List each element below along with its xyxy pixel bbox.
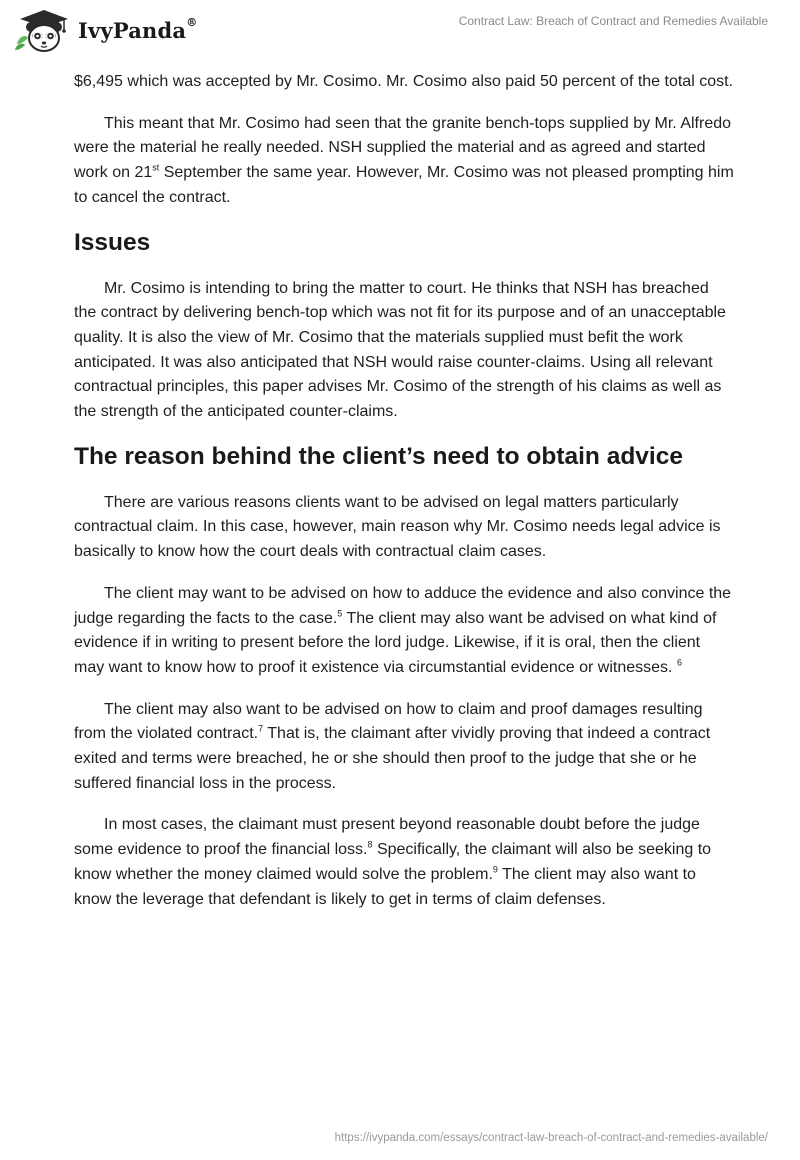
paragraph-issues: Mr. Cosimo is intending to bring the matter to court. He thinks that NSH has breached the contract by delivering bench-top which was not fit for its purpose and of an unacceptable quality. It is also the view of Mr. Cosimo that the materials supplied must befit the work anticipated. It was also anticipated that NSH would raise counter-claims. Using all relevant contractual principles, this paper advises Mr. Cosimo of the strength of his claims as well as the strength of the anticipated counter-claims.	[74, 279, 726, 421]
running-title: Contract Law: Breach of Contract and Remedies Available	[458, 14, 768, 28]
paragraph-damages: The client may also want to be advised on how to claim and proof damages resulting from the violated contract.$^7$ That is, the claimant after vividly proving that indeed a contract exited and terms were breached, he or she should then proof to the judge that she or he suffered financial loss in the process.	[74, 700, 711, 792]
footnote-ref-5[interactable]: 5	[337, 608, 343, 619]
paragraph-financial-loss: In most cases, the claimant must present beyond reasonable doubt before the judge some evidence to proof the financial loss.$^8$ Specifically, the claimant will also be seeking to know whether the money claimed would solve the problem.$^9$ The client may also want to know the leverage that defendant is likely to get in terms of claim defenses.	[74, 816, 712, 908]
page-header	[0, 0, 800, 60]
paragraph-granite: This meant that Mr. Cosimo had seen that the granite bench-tops supplied by Mr. Alfredo were the material he really needed. NSH supplied the material and as agreed and started work on 21st September the same year. However, Mr. Cosimo was not pleased prompting him to cancel the contract.	[74, 114, 734, 206]
heading-issues: Issues	[74, 228, 151, 256]
essay-content	[74, 70, 734, 929]
panda-mascot-icon	[14, 8, 72, 52]
footnote-ref-9[interactable]: 9	[492, 864, 498, 875]
source-url[interactable]: https://ivypanda.com/essays/contract-law-breach-of-contract-and-remedies-available/	[334, 1132, 768, 1144]
logo-wordmark: IvyPanda®	[78, 15, 198, 43]
paragraph-reasons: There are various reasons clients want to be advised on legal matters particularly contractual claim. In this case, however, main reason why Mr. Cosimo needs legal advice is basically to know how the court deals with contractual claim cases.	[74, 493, 721, 561]
ordinal-superscript: st	[152, 162, 160, 173]
ivypanda-logo[interactable]	[14, 8, 197, 52]
footnote-ref-8[interactable]: 8	[367, 839, 373, 850]
heading-reason-for-advice: The reason behind the client’s need to obtain advice	[74, 442, 683, 470]
footnote-ref-6[interactable]: 6	[676, 657, 682, 668]
paragraph-evidence: The client may want to be advised on how to adduce the evidence and also convince the judge regarding the facts to the case.$^5$ The client may also want be advised on what kind of evidence if in writing to present before the lord judge. Likewise, if it is oral, then the client may want to know how to proof it existence via circumstantial evidence or witnesses. $^6$	[74, 584, 732, 676]
paragraph-continuation: $6,495 which was accepted by Mr. Cosimo. Mr. Cosimo also paid 50 percent of the total cost.	[74, 73, 733, 90]
registered-mark: ®	[186, 15, 198, 29]
footnote-ref-7[interactable]: 7	[258, 724, 264, 735]
